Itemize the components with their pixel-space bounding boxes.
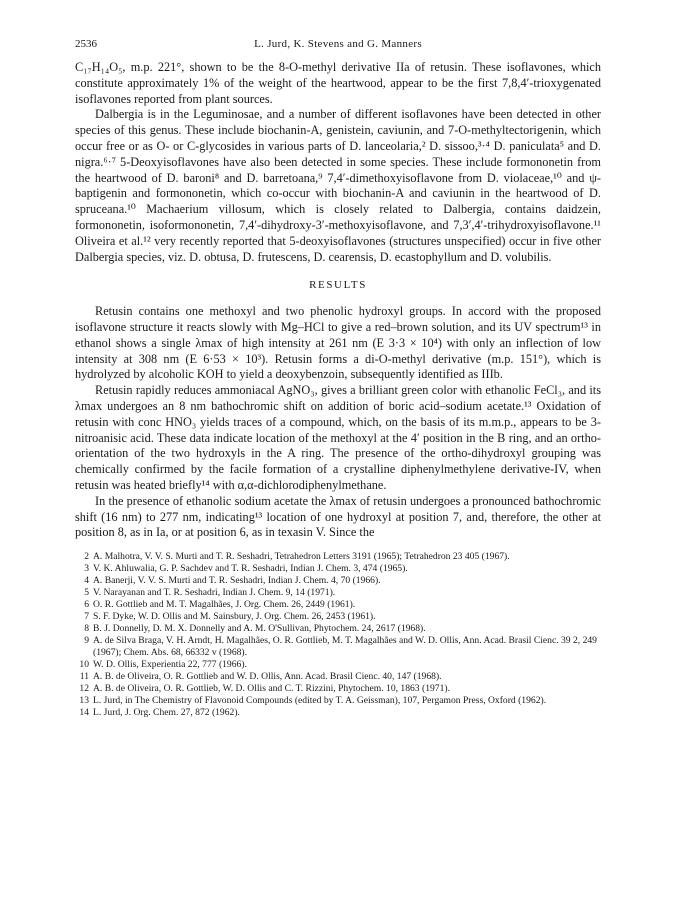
footnote-number: 13 <box>79 695 89 707</box>
footnote-text: L. Jurd, in The Chemistry of Flavonoid Compounds (edited by T. A. Geissman), 107, Pergamon Press, Oxford (1962). <box>93 695 547 707</box>
article-body <box>75 60 601 541</box>
paragraph-results-3: In the presence of ethanolic sodium acetate the λmax of retusin undergoes a pronounced bathochromic shift (16 nm) to 277 nm, indicating¹³ location of one hydroxyl at position 7, and, therefore, the other at position 8, as in Ia, or at position 6, as in texasin V. Since the <box>75 493 601 540</box>
footnote-number: 8 <box>84 623 89 635</box>
paragraph-dalbergia: Dalbergia is in the Leguminosae, and a number of different isoflavones have been detected in other species of this genus. These include biochanin-A, genistein, caviunin, and 7-O-methyltectorigenin, which occur free or as O- or C-glycosides in various parts of D. lanceolaria,² D. sissoo,³·⁴ D. paniculata⁵ and D. nigra.⁶·⁷ 5-Deoxyisoflavones have also been detected in some species. These include formononetin from the heartwood of D. baroni⁸ and D. barretoana,⁹ 7,4′-dimethoxyisoflavone from D. violaceae,¹⁰ and ψ-baptigenin and formononetin, which co-occur with biochanin-A and caviunin in the heartwood of D. spruceana.¹⁰ Machaerium villosum, which is closely related to Dalbergia, contains daidzein, formononetin, isoformononetin, 7,4′-dihydroxy-3′-methoxyisoflavone, and 7,3′,4′-trihydroxyisoflavone.¹¹ Oliveira et al.¹² very recently reported that 5-deoxyisoflavones (structures unspecified) occur in five other Dalbergia species, viz. D. obtusa, D. frutescens, D. cearensis, D. ecastophyllum and D. volubilis. <box>75 107 601 264</box>
footnote <box>75 599 601 611</box>
footnote-text: A. de Silva Braga, V. H. Arndt, H. Magalhães, O. R. Gottlieb, M. T. Magalhães and W. D. Ollis, Ann. Acad. Brasil Cienc. 39 2, 249 (1967); Chem. Abs. 68, 66332 v (1968). <box>93 635 597 659</box>
page-number: 2536 <box>75 38 97 50</box>
footnote <box>75 695 601 707</box>
footnote <box>75 683 601 695</box>
footnote-text: A. B. de Oliveira, O. R. Gottlieb and W. D. Ollis, Ann. Acad. Brasil Cienc. 40, 147 (1968). <box>93 671 442 683</box>
footnote-text: V. K. Ahluwalia, G. P. Sachdev and T. R. Seshadri, Indian J. Chem. 3, 474 (1965). <box>93 563 408 575</box>
footnote-text: W. D. Ollis, Experientia 22, 777 (1966). <box>93 659 247 671</box>
footnote <box>75 551 601 563</box>
footnote-number: 4 <box>84 575 89 587</box>
footnote-text: A. B. de Oliveira, O. R. Gottlieb, W. D. Ollis and C. T. Rizzini, Phytochem. 10, 1863 (1971). <box>93 683 450 695</box>
footnote-text: B. J. Donnelly, D. M. X. Donnelly and A. M. O'Sullivan, Phytochem. 24, 2617 (1968). <box>93 623 426 635</box>
footnote-text: A. Malhotra, V. V. S. Murti and T. R. Seshadri, Tetrahedron Letters 3191 (1965); Tetrahedron 23 405 (1967). <box>93 551 510 563</box>
footnote-text: A. Banerji, V. V. S. Murti and T. R. Seshadri, Indian J. Chem. 4, 70 (1966). <box>93 575 381 587</box>
footnote-number: 12 <box>79 683 89 695</box>
footnote-text: O. R. Gottlieb and M. T. Magalhães, J. Org. Chem. 26, 2449 (1961). <box>93 599 356 611</box>
footnote <box>75 611 601 623</box>
footnote-number: 11 <box>79 671 89 683</box>
footnote <box>75 659 601 671</box>
footnote-number: 7 <box>84 611 89 623</box>
footnote <box>75 623 601 635</box>
footnote <box>75 635 601 659</box>
footnote-number: 5 <box>84 587 89 599</box>
footnote-text: S. F. Dyke, W. D. Ollis and M. Sainsbury, J. Org. Chem. 26, 2453 (1961). <box>93 611 376 623</box>
footnote-number: 6 <box>84 599 89 611</box>
footnote-number: 14 <box>79 707 89 719</box>
footnotes <box>75 551 601 719</box>
section-heading-results: RESULTS <box>309 279 367 292</box>
paragraph-results-2: Retusin rapidly reduces ammoniacal AgNO₃, gives a brilliant green color with ethanolic FeCl₃, and its λmax undergoes an 8 nm bathochromic shift on addition of boric acid–sodium acetate.¹³ Oxidation of retusin with conc HNO₃ yields traces of a compound, which, on the basis of its m.m.p., appears to be 3-nitroanisic acid. These data indicate location of the methoxyl at the 4′ position in the B ring, and an ortho-orientation of the two hydroxyls in the A ring. The presence of the ortho-dihydroxyl grouping was chemically confirmed by the facile formation of a crystalline diphenylmethylene derivative-IV, when retusin was heated briefly¹⁴ with α,α-dichlorodiphenylmethane. <box>75 383 601 492</box>
footnote <box>75 575 601 587</box>
paragraph-intro-continued: C₁₇H₁₄O₅, m.p. 221°, shown to be the 8-O-methyl derivative IIa of retusin. These isoflavones, which constitute approximately 1% of the weight of the heartwood, appear to be the first 7,8,4′-trioxygenated isoflavones reported from plant sources. <box>75 60 601 106</box>
footnote-number: 10 <box>79 659 89 671</box>
footnote-number: 2 <box>84 551 89 563</box>
page-header <box>75 38 601 60</box>
footnote <box>75 671 601 683</box>
footnote <box>75 587 601 599</box>
footnote <box>75 563 601 575</box>
footnote-text: V. Narayanan and T. R. Seshadri, Indian J. Chem. 9, 14 (1971). <box>93 587 336 599</box>
footnote-number: 3 <box>84 563 89 575</box>
footnote-text: L. Jurd, J. Org. Chem. 27, 872 (1962). <box>93 707 240 719</box>
footnote <box>75 707 601 719</box>
paragraph-results-1: Retusin contains one methoxyl and two phenolic hydroxyl groups. In accord with the proposed isoflavone structure it reacts slowly with Mg–HCl to give a red–brown solution, and its UV spectrum¹³ in ethanol shows a single λmax of high intensity at 261 nm (E 3·3 × 10⁴) with only an inflection of low intensity at 308 nm (E 6·53 × 10³). Retusin forms a di-O-methyl derivative (m.p. 151°), which is hydrolyzed by alcoholic KOH to yield a deoxybenzoin, subsequently identified as IIIb. <box>75 304 601 382</box>
footnote-number: 9 <box>84 635 89 647</box>
running-head: L. Jurd, K. Stevens and G. Manners <box>254 38 422 50</box>
